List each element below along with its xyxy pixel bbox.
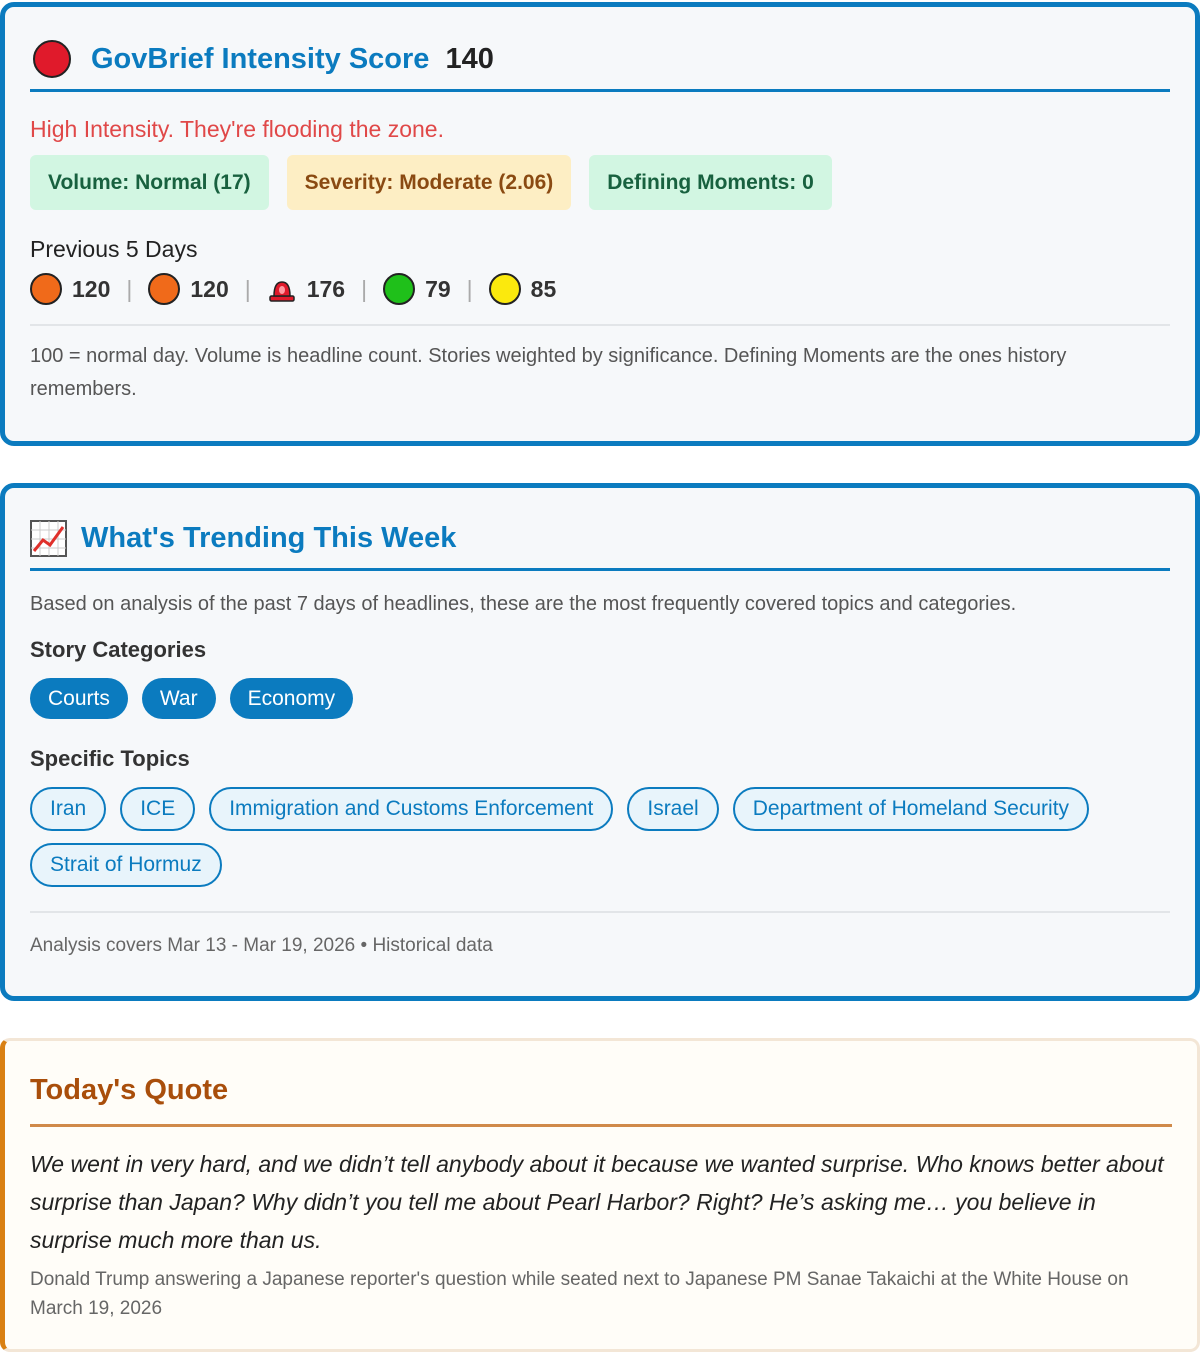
intensity-score-value: 140 <box>445 42 494 75</box>
previous-day-score: 176 <box>306 275 346 302</box>
previous-day-item <box>267 276 345 303</box>
previous-day-item <box>148 273 228 305</box>
separator: | <box>466 275 473 302</box>
divider <box>30 911 1170 913</box>
red-circle-icon <box>33 40 71 78</box>
topic-pill[interactable]: Immigration and Customs Enforcement <box>209 787 613 831</box>
intensity-badges <box>30 155 1170 210</box>
previous-day-item <box>489 273 557 305</box>
quote-text: We went in very hard, and we didn’t tell anybody about it because we wanted surprise. Who knows better about surprise than Japan? Why didn’t you tell me about Pearl Harbor? Right? He’s asking me… you believe in surprise much more than us. <box>30 1151 1164 1253</box>
divider <box>30 1124 1172 1127</box>
separator: | <box>244 275 251 302</box>
topic-pill[interactable]: Strait of Hormuz <box>30 843 222 887</box>
orange-circle-icon <box>148 273 180 305</box>
previous-day-item <box>30 273 110 305</box>
category-pill[interactable]: Courts <box>30 678 128 719</box>
intensity-title: GovBrief Intensity Score <box>91 42 430 75</box>
analysis-date-range: Analysis covers Mar 13 - Mar 19, 2026 • Historical data <box>30 935 493 956</box>
intensity-header <box>30 29 1170 89</box>
topic-pill[interactable]: ICE <box>120 787 195 831</box>
quote-title: Today's Quote <box>30 1074 229 1106</box>
orange-circle-icon <box>30 273 62 305</box>
divider <box>30 89 1170 92</box>
separator: | <box>126 275 133 302</box>
defining-moments-badge: Defining Moments: 0 <box>589 155 832 210</box>
trending-intro: Based on analysis of the past 7 days of headlines, these are the most frequently covered topics and categories. <box>30 593 1017 615</box>
quote-attribution: Donald Trump answering a Japanese reporter's question while seated next to Japanese PM Sanae Takaichi at the White House on March 19, 2026 <box>30 1269 1129 1319</box>
topic-pill[interactable]: Iran <box>30 787 106 831</box>
divider <box>30 324 1170 326</box>
intensity-note: 100 = normal day. Volume is headline count. Stories weighted by significance. Defining Moments are the ones history remembers. <box>30 345 1067 400</box>
trending-title: What's Trending This Week <box>81 521 457 554</box>
green-circle-icon <box>383 273 415 305</box>
category-pill[interactable]: War <box>142 678 216 719</box>
separator: | <box>361 275 368 302</box>
quote-card <box>0 1038 1200 1352</box>
severity-badge: Severity: Moderate (2.06) <box>287 155 572 210</box>
previous-day-score: 120 <box>190 275 229 302</box>
volume-badge: Volume: Normal (17) <box>30 155 269 210</box>
siren-icon <box>267 276 297 302</box>
intensity-score-card <box>0 2 1200 446</box>
topic-pill[interactable]: Department of Homeland Security <box>733 787 1089 831</box>
previous-days-list <box>30 272 1170 306</box>
previous-day-score: 85 <box>530 275 557 302</box>
story-categories-heading: Story Categories <box>30 637 207 662</box>
divider <box>30 568 1170 571</box>
trending-card <box>0 483 1200 1001</box>
trending-header <box>30 508 1170 568</box>
previous-day-score: 120 <box>72 275 111 302</box>
previous-days-label: Previous 5 Days <box>30 236 198 262</box>
intensity-description: High Intensity. They're flooding the zone. <box>30 116 444 142</box>
specific-topics-heading: Specific Topics <box>30 746 190 771</box>
chart-increasing-icon <box>30 520 67 557</box>
yellow-circle-icon <box>489 273 521 305</box>
topic-pill[interactable]: Israel <box>627 787 718 831</box>
category-pills <box>30 678 1170 719</box>
topic-pills <box>30 787 1170 887</box>
category-pill[interactable]: Economy <box>230 678 354 719</box>
previous-day-item <box>383 273 451 305</box>
previous-day-score: 79 <box>425 275 451 302</box>
